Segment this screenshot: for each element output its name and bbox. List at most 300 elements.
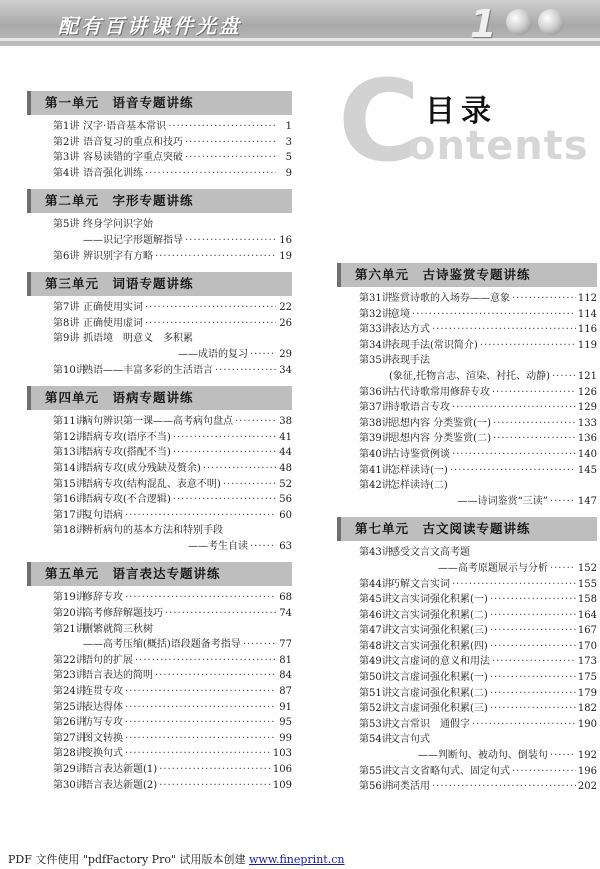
toc-entry[interactable] [53, 668, 292, 684]
lecture-title: 变换句式 [83, 748, 123, 760]
page-number: 109 [272, 779, 292, 791]
lecture-number: 第55讲 [359, 765, 392, 777]
lecture-number: 第51讲 [359, 687, 392, 699]
dot-leader [452, 400, 576, 416]
page-number: 164 [577, 609, 597, 621]
page-number: 91 [279, 701, 292, 713]
lecture-title: 连贯专攻 [83, 686, 123, 698]
lecture-title: 语病专攻(结构混乱、表意不明) [83, 478, 221, 490]
page-number: 56 [279, 494, 292, 506]
toc-entry[interactable] [53, 233, 292, 249]
page-number: 103 [272, 748, 292, 760]
dot-leader [185, 135, 276, 151]
page-number: 63 [279, 540, 292, 552]
dot-leader [173, 430, 276, 446]
dot-leader [492, 654, 576, 670]
page-number: 167 [577, 625, 597, 637]
lecture-title: 熟语——丰富多彩的生活语言 [83, 364, 213, 376]
lecture-number: 第29讲 [53, 764, 86, 775]
dot-leader [552, 369, 576, 385]
lecture-number: 第31讲 [359, 293, 392, 304]
lecture-title: 语病专攻(语序不当) [83, 431, 171, 443]
lecture-number: 第18讲 [53, 525, 86, 537]
lecture-title: 修辞专攻 [83, 592, 123, 604]
unit-entries [27, 296, 292, 381]
toc-entry[interactable] [359, 701, 597, 717]
toc-entry[interactable] [53, 637, 292, 653]
lecture-number: 第11讲 [53, 416, 86, 428]
toc-entry[interactable] [53, 430, 292, 446]
page-number: 19 [279, 250, 292, 262]
toc-entry[interactable] [53, 684, 292, 700]
toc-entry[interactable] [53, 347, 292, 363]
lecture-title: 语言表达新题(1) [83, 764, 158, 775]
lecture-title: 图文转换 [83, 732, 123, 744]
toc-entry[interactable] [359, 608, 597, 624]
lecture-number: 第32讲 [359, 308, 392, 320]
dot-leader [145, 316, 276, 332]
unit-heading: 第一单元 语音专题讲练 [27, 91, 292, 115]
lecture-title: 语句的扩展 [83, 654, 133, 666]
page-number: 140 [577, 448, 597, 460]
lecture-title: 仿写专攻 [83, 717, 123, 729]
toc-right-column [337, 263, 597, 803]
unit-entries [27, 586, 292, 796]
page-number: 119 [577, 339, 597, 351]
lecture-title: 病句辨识第一课——高考病句盘点 [83, 416, 233, 428]
logo-contents-word: ontents [408, 123, 589, 169]
toc-entry[interactable] [53, 166, 292, 182]
lecture-title: 语音强化训练 [83, 167, 143, 179]
lecture-title: ——考生自读 [188, 540, 248, 552]
page-number: 5 [285, 152, 292, 164]
page-number: 60 [279, 509, 292, 521]
page-number: 116 [577, 324, 597, 336]
toc-entry[interactable] [359, 748, 597, 764]
lecture-title: 复句语病 [83, 509, 123, 521]
lecture-number: 第8讲 [53, 317, 80, 329]
dot-leader [490, 623, 576, 639]
lecture-number: 第13讲 [53, 447, 86, 459]
lecture-number: 第52讲 [359, 703, 392, 715]
lecture-title: 古诗鉴赏例谈 [390, 448, 450, 460]
toc-entry[interactable] [53, 363, 292, 379]
footer-text: PDF 文件使用 "pdfFactory Pro" 试用版本创建 [8, 853, 250, 866]
lecture-title: 表达方式 [390, 324, 430, 336]
toc-unit [337, 263, 597, 512]
unit-entries [27, 410, 292, 557]
lecture-title: 抓语境 明意义 多积累 [83, 333, 193, 345]
page-number: 133 [577, 417, 597, 429]
lecture-title: 辨识别字有方略 [83, 250, 153, 262]
page-number: 34 [279, 364, 292, 376]
page-number: 114 [577, 308, 597, 320]
lecture-number: 第16讲 [53, 494, 86, 506]
toc-entry[interactable] [53, 606, 292, 622]
toc-entry[interactable] [53, 492, 292, 508]
toc-entry[interactable] [53, 135, 292, 151]
toc-entry[interactable] [359, 478, 597, 494]
toc-entry[interactable] [53, 461, 292, 477]
dot-leader [145, 300, 276, 316]
toc-entry[interactable] [53, 331, 292, 347]
toc-entry[interactable] [53, 508, 292, 524]
lecture-number: 第46讲 [359, 609, 392, 621]
lecture-title: ——高考原题展示与分析 [437, 562, 548, 574]
toc-entry[interactable] [359, 307, 597, 323]
lecture-title: 表现手法 [390, 355, 430, 367]
page-number: 77 [279, 639, 292, 651]
toc-entry[interactable] [359, 338, 597, 354]
lecture-number: 第36讲 [359, 386, 392, 398]
lecture-number: 第4讲 [53, 167, 80, 179]
dot-leader [223, 477, 276, 493]
toc-entry[interactable] [359, 353, 597, 369]
toc-entry[interactable] [359, 764, 597, 780]
lecture-title: 意境 [390, 308, 410, 320]
lecture-title: ——成语的复习 [178, 348, 248, 360]
toc-entry[interactable] [359, 400, 597, 416]
lecture-number: 第34讲 [359, 339, 392, 351]
lecture-number: 第9讲 [53, 333, 80, 345]
dot-leader [493, 416, 576, 432]
toc-entry[interactable] [359, 639, 597, 655]
dot-leader [452, 577, 576, 593]
page-number: 44 [279, 447, 292, 459]
toc-entry[interactable] [53, 700, 292, 716]
page-number: 22 [279, 302, 292, 314]
lecture-number: 第5讲 [53, 219, 80, 231]
toc-unit [27, 272, 292, 381]
lecture-number: 第35讲 [359, 355, 392, 367]
toc-entry[interactable] [359, 686, 597, 702]
decorative-ball-icon [538, 9, 564, 35]
lecture-title: 文言虚词强化积累(二) [390, 687, 488, 699]
toc-entry[interactable] [53, 778, 292, 794]
lecture-number: 第30讲 [53, 779, 86, 791]
dot-leader [215, 363, 276, 379]
unit-heading: 第四单元 语病专题讲练 [27, 386, 292, 410]
lecture-number: 第14讲 [53, 462, 86, 474]
page-number: 95 [279, 717, 292, 729]
page-number: 173 [577, 656, 597, 668]
lecture-number: 第3讲 [53, 152, 80, 164]
lecture-number: 第56讲 [359, 781, 392, 793]
logo-letter-c: C [338, 57, 421, 187]
dot-leader [125, 508, 276, 524]
lecture-number: 第20讲 [53, 608, 86, 620]
toc-entry[interactable] [359, 322, 597, 338]
dot-leader [480, 338, 576, 354]
toc-entry[interactable] [359, 369, 597, 385]
dot-leader [550, 561, 576, 577]
dot-leader [155, 249, 276, 265]
toc-entry[interactable] [53, 653, 292, 669]
dot-leader [490, 639, 576, 655]
lecture-title: 思想内容 分类鉴赏(二) [390, 433, 491, 445]
lecture-title: 文言常识 通假字 [390, 718, 470, 730]
lecture-number: 第24讲 [53, 686, 86, 698]
lecture-title: 文言虚词的意义和用法 [390, 656, 490, 668]
lecture-number: 第10讲 [53, 364, 86, 376]
footer-link[interactable]: www.fineprint.cn [249, 853, 345, 866]
lecture-title: 文言实词强化积累(二) [390, 609, 488, 621]
lecture-title: ——识记字形题解指导 [83, 234, 183, 246]
dot-leader [432, 779, 576, 795]
toc-entry[interactable] [359, 779, 597, 795]
page-number: 81 [279, 654, 292, 666]
toc-entry[interactable] [359, 385, 597, 401]
lecture-title: 诗歌语言专攻 [390, 402, 450, 414]
toc-entry[interactable] [53, 523, 292, 539]
dot-leader [185, 233, 276, 249]
lecture-number: 第38讲 [359, 417, 392, 429]
dot-leader [490, 592, 576, 608]
page-number: 158 [577, 594, 597, 606]
page-number: 16 [279, 234, 292, 246]
lecture-number: 第39讲 [359, 433, 392, 445]
unit-heading: 第二单元 字形专题讲练 [27, 189, 292, 213]
lecture-number: 第33讲 [359, 324, 392, 336]
lecture-title: 文言实词强化积累(一) [390, 594, 488, 606]
page-number: 126 [577, 386, 597, 398]
dot-leader [432, 322, 576, 338]
lecture-number: 第17讲 [53, 509, 86, 521]
lecture-title: 语言表达新题(2) [83, 779, 158, 791]
unit-heading: 第五单元 语言表达专题讲练 [27, 562, 292, 586]
dot-leader [125, 731, 276, 747]
toc-entry[interactable] [359, 592, 597, 608]
lecture-title: 容易读错的字重点突破 [83, 152, 183, 164]
toc-entry[interactable] [53, 150, 292, 166]
dot-leader [185, 150, 276, 166]
toc-entry[interactable] [53, 316, 292, 332]
toc-unit [337, 517, 597, 798]
page-number: 3 [285, 136, 292, 148]
toc-entry[interactable] [359, 623, 597, 639]
lecture-title: ——诗词鉴赏“三读” [457, 495, 548, 507]
toc-entry[interactable] [53, 445, 292, 461]
toc-entry[interactable] [53, 249, 292, 265]
page-number: 84 [279, 670, 292, 682]
page-number: 29 [279, 348, 292, 360]
page-number: 26 [279, 317, 292, 329]
lecture-number: 第40讲 [359, 448, 392, 460]
lecture-number: 第47讲 [359, 625, 392, 637]
toc-entry[interactable] [359, 561, 597, 577]
page-number: 182 [577, 703, 597, 715]
lecture-number: 第37讲 [359, 402, 392, 414]
unit-heading: 第三单元 词语专题讲练 [27, 272, 292, 296]
lecture-title: 高考修辞解题技巧 [83, 608, 163, 620]
dot-leader [125, 684, 276, 700]
page-number: 9 [285, 167, 292, 179]
page-number: 41 [279, 431, 292, 443]
dot-leader [512, 291, 576, 307]
unit-heading: 第七单元 古文阅读专题讲练 [337, 517, 597, 541]
page-number: 145 [577, 464, 597, 476]
lecture-number: 第1讲 [53, 121, 80, 132]
toc-entry[interactable] [53, 762, 292, 778]
dot-leader [412, 307, 576, 323]
lecture-title: 语音复习的重点和技巧 [83, 136, 183, 148]
toc-left-column [27, 91, 292, 801]
lecture-number: 第12讲 [53, 431, 86, 443]
dot-leader [550, 748, 576, 764]
lecture-title: 语病专攻(搭配不当) [83, 447, 171, 459]
page-number: 190 [577, 718, 597, 730]
toc-entry[interactable] [359, 545, 597, 561]
lecture-title: 文言实词强化积累(四) [390, 640, 488, 652]
dot-leader [135, 653, 276, 669]
dot-leader [450, 463, 576, 479]
page-number: 196 [577, 765, 597, 777]
toc-entry[interactable] [53, 217, 292, 233]
toc-entry[interactable] [53, 715, 292, 731]
toc-entry[interactable] [359, 431, 597, 447]
lecture-number: 第25讲 [53, 701, 86, 713]
dot-leader [490, 608, 576, 624]
toc-entry[interactable] [53, 746, 292, 762]
lecture-title: 辨析病句的基本方法和特别手段 [83, 525, 223, 537]
lecture-title: 思想内容 分类鉴赏(一) [390, 417, 491, 429]
lecture-title: 语病专攻(不合逻辑) [83, 494, 171, 506]
toc-entry[interactable] [359, 654, 597, 670]
lecture-number: 第6讲 [53, 250, 80, 262]
toc-unit [27, 189, 292, 267]
dot-leader [145, 166, 276, 182]
lecture-title: 鉴赏诗歌的入场券——意象 [390, 293, 510, 304]
toc-entry[interactable] [359, 494, 597, 510]
toc-entry[interactable] [359, 291, 597, 307]
lecture-title: 文言虚词强化积累(一) [390, 672, 488, 684]
page-title: 目录 [425, 94, 497, 129]
toc-entry[interactable] [359, 577, 597, 593]
toc-entry[interactable] [53, 414, 292, 430]
page-number: 155 [577, 578, 597, 590]
page-number: 179 [577, 687, 597, 699]
decorative-ball-icon [506, 9, 532, 35]
lecture-title: ——判断句、被动句、倒装句 [417, 750, 548, 762]
lecture-number: 第48讲 [359, 640, 392, 652]
page-number: 68 [279, 592, 292, 604]
lecture-title: 正确使用实词 [83, 302, 143, 314]
lecture-title: 语言表达的简明 [83, 670, 153, 682]
dot-leader [490, 686, 576, 702]
dot-leader [550, 494, 576, 510]
page-number: 106 [272, 764, 292, 775]
page-number: 112 [577, 293, 597, 304]
page-number: 74 [279, 608, 292, 620]
page-number: 99 [279, 732, 292, 744]
toc-entry[interactable] [53, 731, 292, 747]
lecture-title: 汉字·语音基本常识 [83, 121, 167, 132]
dot-leader [165, 606, 276, 622]
band-title: 配有百讲课件光盘 [58, 14, 242, 38]
lecture-number: 第54讲 [359, 734, 392, 746]
lecture-number: 第49讲 [359, 656, 392, 668]
lecture-number: 第42讲 [359, 480, 392, 492]
lecture-title: 终身学问识字始 [83, 219, 153, 231]
lecture-title: (象征,托物言志、渲染、衬托、动静) [389, 370, 550, 382]
toc-entry[interactable] [53, 477, 292, 493]
dot-leader [492, 385, 576, 401]
decorative-digit: 1 [470, 2, 497, 46]
toc-entry[interactable] [53, 300, 292, 316]
dot-leader [173, 492, 276, 508]
lecture-number: 第15讲 [53, 478, 86, 490]
dot-leader [235, 414, 276, 430]
lecture-number: 第50讲 [359, 672, 392, 684]
lecture-number: 第21讲 [53, 623, 86, 635]
toc-unit [27, 91, 292, 184]
dot-leader [159, 778, 271, 794]
lecture-title: 文言句式 [390, 734, 430, 746]
toc-entry[interactable] [53, 539, 292, 555]
lecture-title: 表现手法(常识简介) [390, 339, 478, 351]
dot-leader [493, 431, 576, 447]
toc-entry[interactable] [359, 447, 597, 463]
lecture-title: 感受文言文高考题 [390, 547, 470, 559]
lecture-number: 第43讲 [359, 547, 392, 559]
page-number: 48 [279, 462, 292, 474]
dot-leader [125, 715, 276, 731]
page-number: 202 [577, 781, 597, 793]
toc-entry[interactable] [359, 670, 597, 686]
lecture-title: 古代诗歌常用修辞专攻 [390, 386, 490, 398]
toc-entry[interactable] [53, 622, 292, 638]
lecture-number: 第45讲 [359, 594, 392, 606]
toc-entry[interactable] [359, 416, 597, 432]
page-number: 152 [577, 562, 597, 574]
dot-leader [452, 447, 576, 463]
unit-heading: 第六单元 古诗鉴赏专题讲练 [337, 263, 597, 287]
lecture-number: 第44讲 [359, 578, 392, 590]
page-number: 136 [577, 433, 597, 445]
unit-entries [27, 213, 292, 267]
page-number: 38 [279, 416, 292, 428]
lecture-number: 第7讲 [53, 302, 80, 314]
lecture-title: 文言文省略句式、固定句式 [390, 765, 510, 777]
lecture-title: 怎样读诗(一) [390, 464, 448, 476]
page-number: 1 [285, 121, 292, 132]
toc-entry[interactable] [359, 463, 597, 479]
toc-entry[interactable] [359, 732, 597, 748]
header-band [0, 0, 600, 46]
lecture-title: 删繁就简三秋树 [83, 623, 153, 635]
dot-leader [472, 717, 576, 733]
toc-entry[interactable] [53, 119, 292, 135]
page-number: 175 [577, 672, 597, 684]
dot-leader [250, 347, 276, 363]
toc-unit [27, 562, 292, 796]
lecture-title: 表达得体 [83, 701, 123, 713]
page-number: 121 [577, 370, 597, 382]
toc-entry[interactable] [53, 590, 292, 606]
lecture-number: 第28讲 [53, 748, 86, 760]
lecture-title: ——高考压缩(概括)语段题备考指导 [83, 639, 241, 651]
toc-unit [27, 386, 292, 557]
lecture-number: 第27讲 [53, 732, 86, 744]
lecture-number: 第2讲 [53, 136, 80, 148]
lecture-title: 正确使用虚词 [83, 317, 143, 329]
page-number: 129 [577, 402, 597, 414]
lecture-title: 文言实词强化积累(三) [390, 625, 488, 637]
toc-entry[interactable] [359, 717, 597, 733]
page-number: 192 [577, 750, 597, 762]
dot-leader [125, 746, 271, 762]
dot-leader [490, 670, 576, 686]
